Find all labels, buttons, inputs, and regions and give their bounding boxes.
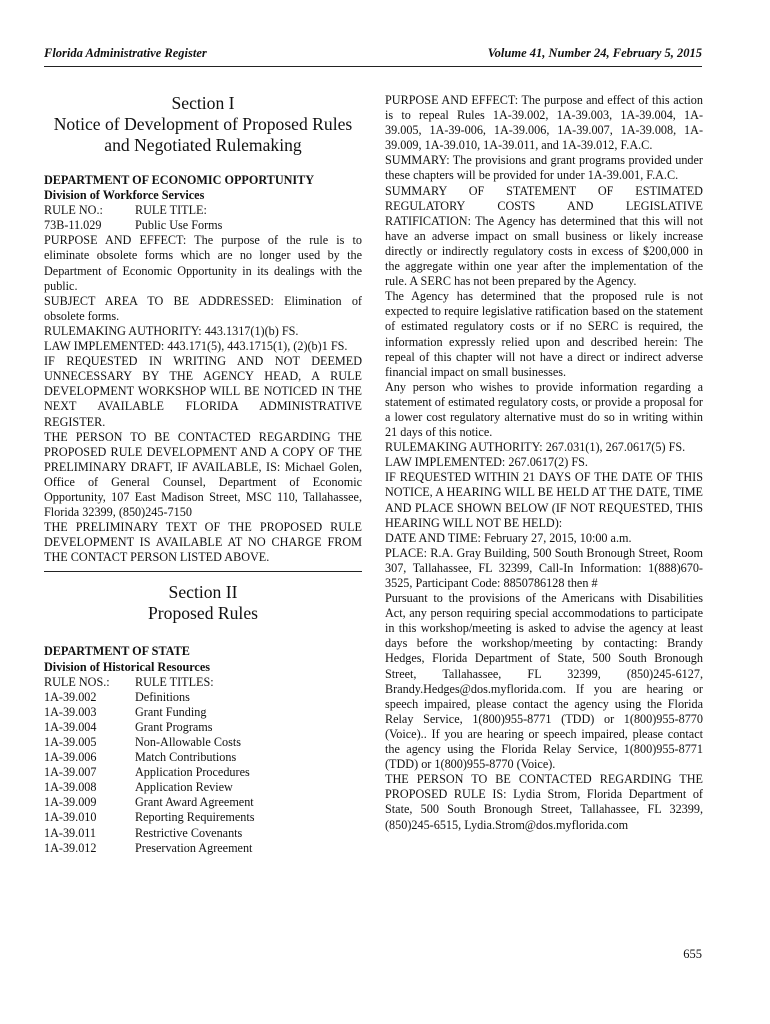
s2-law: LAW IMPLEMENTED: 267.0617(2) FS. xyxy=(385,455,588,470)
rule-number: 1A-39.003 xyxy=(44,704,97,719)
s1-department: DEPARTMENT OF ECONOMIC OPPORTUNITY xyxy=(44,173,315,187)
s1-preliminary: THE PRELIMINARY TEXT OF THE PROPOSED RULE DEVELOPMENT IS AVAILABLE AT NO CHARGE FROM THE CONTACT PERSON LISTED ABOVE. xyxy=(44,520,362,565)
list-item xyxy=(44,810,362,825)
rule-title: Reporting Requirements xyxy=(135,810,255,825)
rule-title: Definitions xyxy=(135,689,190,704)
section-2-title xyxy=(44,582,362,624)
running-header-publication: Florida Administrative Register xyxy=(44,46,207,60)
rule-title: Application Procedures xyxy=(135,765,250,780)
s2-summary: SUMMARY: The provisions and grant programs provided under these chapters will be provided for under 1A-39.001, F.A.C. xyxy=(385,153,703,183)
s2-place: PLACE: R.A. Gray Building, 500 South Bronough Street, Room 307, Tallahassee, FL 32399, Call-In Information: 1(888)670-3525, Participant Code: 8850786128 then # xyxy=(385,545,703,590)
left-column xyxy=(44,93,362,856)
list-item xyxy=(44,795,362,810)
rule-number: 1A-39.010 xyxy=(44,810,97,825)
s2-division: Division of Historical Resources xyxy=(44,659,210,674)
s2-date-time: DATE AND TIME: February 27, 2015, 10:00 a.m. xyxy=(385,530,632,545)
s2-rule-titles-label: RULE TITLES: xyxy=(135,674,214,689)
rule-title: Grant Programs xyxy=(135,719,213,734)
s2-agency-determined: The Agency has determined that the proposed rule is not expected to require legislative ratification based on the statement of estimated regulatory costs or if no SERC is required, the information expressly relied upon and described herein: The repeal of this chapter will not have a direct or indirect adverse financial impact on small businesses. xyxy=(385,289,703,379)
list-item xyxy=(44,735,362,750)
s1-purpose: PURPOSE AND EFFECT: The purpose of the rule is to eliminate obsolete forms which are no longer used by the Department of Economic Opportunity in its dealings with the public. xyxy=(44,233,362,293)
rule-number: 1A-39.004 xyxy=(44,719,97,734)
s2-rule-header-row xyxy=(44,675,362,690)
section-2-subheading: Proposed Rules xyxy=(148,603,258,624)
section-2-heading: Section II xyxy=(168,582,238,603)
s1-rule-title: Public Use Forms xyxy=(135,218,223,233)
rule-number: 1A-39.005 xyxy=(44,735,97,749)
section-1-heading: Section I xyxy=(171,93,235,113)
s1-authority: RULEMAKING AUTHORITY: 443.1317(1)(b) FS. xyxy=(44,323,299,338)
rule-number: 1A-39.012 xyxy=(44,840,97,855)
list-item xyxy=(44,690,362,705)
header-rule xyxy=(44,66,702,67)
s2-hearing: IF REQUESTED WITHIN 21 DAYS OF THE DATE OF THIS NOTICE, A HEARING WILL BE HELD AT THE DATE, TIME AND PLACE SHOWN BELOW (IF NOT REQUESTED, THIS HEARING WILL NOT BE HELD): xyxy=(385,470,703,530)
s1-contact: THE PERSON TO BE CONTACTED REGARDING THE PROPOSED RULE DEVELOPMENT AND A COPY OF THE PRELIMINARY DRAFT, IF AVAILABLE, IS: Michael Golen, Office of General Counsel, Department of Economic Opportunity, 107 East Madison Street, MSC 110, Tallahassee, Florida 32399, (850)245-7150 xyxy=(44,429,362,520)
rule-number: 1A-39.007 xyxy=(44,765,97,780)
s1-rule-header-row xyxy=(44,203,362,218)
s2-purpose: PURPOSE AND EFFECT: The purpose and effect of this action is to repeal Rules 1A-39.002, 1A-39.003, 1A-39.004, 1A-39.005, 1A-39-006, 1A-39.006, 1A-39.007, 1A-39.008, 1A-39.009, 1A-39.010, 1A-39.011, and 1A-39.012, F.A.C. xyxy=(385,93,703,153)
section-1-subheading-line1: Notice of Development of Proposed Rules xyxy=(53,114,353,134)
rule-number: 1A-39.002 xyxy=(44,689,97,704)
rule-title: Grant Funding xyxy=(135,704,207,719)
s2-ada-notice: Pursuant to the provisions of the Americans with Disabilities Act, any person requiring special accommodations to participate in this workshop/meeting is asked to advise the agency at least days before the workshop/meeting by contacting: Brandy Hedges, Florida Department of State, 500 South Bronough Street, Tallahassee, FL 32399, (850)245-6127, Brandy.Hedges@dos.myflorida.com. If you are hearing or speech impaired, please contact the agency using the Florida Relay Service, 1(800)955-8771 (TDD) or 1(800)955-8770 (Voice).. If you are hearing or speech impaired, please contact the agency using the Florida Relay Service, 1(800)955-8771 (TDD) or 1(800)955-8770 (Voice). xyxy=(385,591,703,772)
rule-number: 1A-39.008 xyxy=(44,780,97,795)
s2-authority: RULEMAKING AUTHORITY: 267.031(1), 267.0617(5) FS. xyxy=(385,440,686,455)
section-divider xyxy=(44,571,362,572)
s2-any-person: Any person who wishes to provide information regarding a statement of estimated regulatory costs, or provide a proposal for a lower cost regulatory alternative must do so in writing within 21 days of this notice. xyxy=(385,379,703,440)
list-item xyxy=(44,705,362,720)
s1-law: LAW IMPLEMENTED: 443.171(5), 443.1715(1), (2)(b)1 FS. xyxy=(44,339,348,354)
rule-title: Application Review xyxy=(135,780,233,795)
s2-serc-heading-line1: SUMMARY OF STATEMENT OF ESTIMATED xyxy=(385,183,703,198)
s2-rule-nos-label: RULE NOS.: xyxy=(44,674,110,689)
s1-division: Division of Workforce Services xyxy=(44,188,205,203)
s1-subject: SUBJECT AREA TO BE ADDRESSED: Elimination of obsolete forms. xyxy=(44,293,362,323)
section-1-subheading-line2: and Negotiated Rulemaking xyxy=(104,135,302,155)
s2-serc-heading-line2: REGULATORY COSTS AND LEGISLATIVE xyxy=(385,198,703,213)
running-header-volume: Volume 41, Number 24, February 5, 2015 xyxy=(487,46,702,60)
list-item xyxy=(44,720,362,735)
rule-title: Grant Award Agreement xyxy=(135,795,254,810)
rule-title: Preservation Agreement xyxy=(135,840,253,855)
rule-title: Non-Allowable Costs xyxy=(135,735,241,749)
list-item xyxy=(44,765,362,780)
list-item xyxy=(44,841,362,856)
s1-rule-row xyxy=(44,218,362,233)
list-item xyxy=(44,750,362,765)
rule-number: 1A-39.011 xyxy=(44,825,97,840)
s2-serc-text: RATIFICATION: The Agency has determined that this will not have an adverse impact on small business or likely increase directly or indirectly regulatory costs in excess of $200,000 in the aggregate within one year after the implementation of the rule. A SERC has not been prepared by the Agency. xyxy=(385,213,703,289)
rule-number: 1A-39.006 xyxy=(44,750,97,765)
rule-number: 1A-39.009 xyxy=(44,795,97,810)
right-column xyxy=(385,93,703,833)
s2-department: DEPARTMENT OF STATE xyxy=(44,644,190,659)
s1-workshop: IF REQUESTED IN WRITING AND NOT DEEMED UNNECESSARY BY THE AGENCY HEAD, A RULE DEVELOPMENT WORKSHOP WILL BE NOTICED IN THE NEXT AVAILABLE FLORIDA ADMINISTRATIVE REGISTER. xyxy=(44,354,362,429)
s1-rule-no-label: RULE NO.: xyxy=(44,203,103,218)
page-number: 655 xyxy=(683,947,702,961)
s1-rule-no: 73B-11.029 xyxy=(44,218,102,233)
s1-rule-title-label: RULE TITLE: xyxy=(135,203,207,218)
s2-rule-list xyxy=(44,690,362,856)
rule-title: Restrictive Covenants xyxy=(135,825,243,840)
section-1-title xyxy=(44,93,362,156)
s2-contact: THE PERSON TO BE CONTACTED REGARDING THE PROPOSED RULE IS: Lydia Strom, Florida Department of State, 500 South Bronough Street, Tallahassee, FL 32399, (850)245-6515, Lydia.Strom@dos.myflorida.com xyxy=(385,772,703,832)
rule-title: Match Contributions xyxy=(135,750,237,765)
list-item xyxy=(44,780,362,795)
list-item xyxy=(44,826,362,841)
